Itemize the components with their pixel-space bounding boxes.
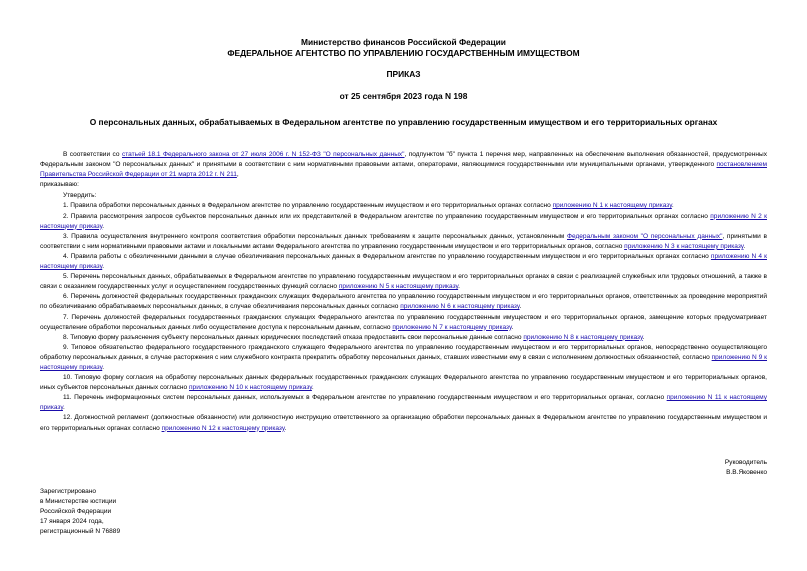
item-text: 3. Правила осуществления внутреннего контроля соответствия обработки персональных данных требованиям к защите персональных данных, установленным: [63, 232, 567, 240]
item-3: [40, 232, 767, 252]
item-tail: .: [284, 424, 287, 432]
item-tail: .: [458, 283, 460, 291]
appendix-12-link[interactable]: приложению N 12 к настоящему приказу: [161, 424, 285, 432]
resolution-211-link[interactable]: постановлением Правительства Российской Федерации от 21 марта 2012 г. N 211: [40, 161, 767, 179]
item-text: 1. Правила обработки персональных данных в Федеральном агентстве по управлению государственным имуществом и его территориальных органах согласно: [63, 202, 553, 210]
preamble-text-1: В соответствии со: [63, 151, 122, 158]
item-tail: .: [671, 202, 674, 210]
appendix-7-link[interactable]: приложению N 7 к настоящему приказу: [392, 323, 512, 331]
preamble-text-2: , подпунктом "б" пункта 1 перечня мер, направленных на обеспечение выполнения обязанностей, предусмотренных Федеральным законом "О персональных данных" и принятыми в соответствии с ним нормативными правовыми актами, операторами, являющимися государственными или муниципальными органами, утвержденного: [40, 151, 767, 169]
item-text: 2. Правила рассмотрения запросов субъектов персональных данных или их представителей в Федеральном агентстве по управлению государственным имуществом и его территориальных органах согласно: [63, 212, 711, 220]
item-1: [40, 201, 767, 211]
item-11: [40, 393, 767, 413]
item-text: 8. Типовую форму разъяснения субъекту персональных данных юридических последствий отказа предоставить свои персональные данные согласно: [63, 333, 524, 341]
item-text: 10. Типовую форму согласия на обработку персональных данных федеральных государственных гражданских служащих Федерального агентства по управлению государственным имуществом и его территориальных органов, иных субъектов персональных данных согласно: [40, 374, 767, 392]
appendix-8-link[interactable]: приложению N 8 к настоящему приказу: [523, 333, 643, 341]
appendix-9-link[interactable]: приложению N 9 к настоящему приказу: [40, 353, 768, 371]
agency-name: ФЕДЕРАЛЬНОЕ АГЕНТСТВО ПО УПРАВЛЕНИЮ ГОСУДАРСТВЕННЫМ ИМУЩЕСТВОМ: [227, 48, 580, 58]
item-9: [40, 343, 767, 373]
item-tail: .: [519, 303, 522, 311]
item-tail: .: [102, 222, 105, 230]
law-152-link[interactable]: статьей 18.1 Федерального закона от 27 июля 2006 г. N 152-ФЗ "О персональных данных": [121, 151, 405, 158]
preamble: [40, 150, 767, 180]
signature-block: [725, 458, 767, 478]
preamble-text-3: ,: [236, 171, 239, 179]
appendix-1-link[interactable]: приложению N 1 к настоящему приказу: [552, 202, 672, 210]
item-tail: .: [743, 242, 746, 250]
item-text: 7. Перечень должностей федеральных государственных гражданских служащих Федерального агентства по управлению государственным имуществом и его территориальных органов, замещение которых предусматривает осуществление обработки персональных данных либо осуществление доступа к персональным данным, согласно: [40, 313, 767, 331]
item-tail: .: [102, 263, 105, 271]
signer-role: Руководитель: [724, 459, 767, 466]
item-text: 6. Перечень должностей федеральных государственных гражданских служащих Федерального агентства по управлению государственным имуществом и его территориальных органов, ответственных за проведение мероприятий по обезличиванию обрабатываемых персональных данных, в случае обезличивания персональных данных согласно: [40, 293, 767, 311]
item-7: [40, 313, 767, 333]
registration-line: в Министерстве юстиции: [40, 498, 117, 505]
item-text-mid: , принятыми в соответствии с ним нормативными правовыми актами и локальными актами Федерального агентства по управлению государственным имуществом и его территориальных органов, согласно: [40, 232, 767, 250]
order-body: [40, 150, 767, 434]
item-tail: .: [102, 363, 105, 371]
item-5: [40, 272, 767, 292]
appendix-11-link[interactable]: приложению N 11 к настоящему приказу: [40, 394, 767, 412]
appendix-4-link[interactable]: приложению N 4 к настоящему приказу: [40, 252, 767, 271]
item-text: 4. Правила работы с обезличенными данными в случае обезличивания персональных данных в Федеральном агентстве по управлению государственным имуществом и его территориальных органах согласно: [63, 252, 711, 260]
appendix-5-link[interactable]: приложению N 5 к настоящему приказу: [338, 283, 459, 291]
item-10: [40, 373, 767, 393]
item-6: [40, 292, 767, 312]
registration-block: [40, 487, 120, 537]
ministry-name: Министерство финансов Российской Федерации: [301, 37, 506, 47]
appendix-6-link[interactable]: приложению N 6 к настоящему приказу: [400, 303, 520, 311]
registration-line: Зарегистрировано: [40, 488, 97, 495]
item-tail: .: [62, 404, 65, 412]
registration-line: 17 января 2024 года,: [40, 518, 104, 525]
item-text: 11. Перечень информационных систем персональных данных, используемых в Федеральном агентстве по управлению государственным имуществом и его территориальных органах, согласно: [63, 394, 667, 402]
item-tail: .: [311, 384, 314, 392]
doc-date: от 25 сентября 2023 года N 198: [339, 91, 468, 101]
doc-title: О персональных данных, обрабатываемых в Федеральном агентстве по управлению государственным имуществом и его территориальных органах: [89, 117, 718, 127]
item-text: 5. Перечень персональных данных, обрабатываемых в Федеральном агентстве по управлению государственным имуществом и его территориальных органах в связи с реализацией служебных или трудовых отношений, а также в связи с оказанием государственных услуг и осуществлением государственных функций согласно: [40, 273, 767, 291]
item-8: [40, 333, 767, 343]
registration-line: Российской Федерации: [40, 508, 112, 515]
appendix-3-link[interactable]: приложению N 3 к настоящему приказу: [624, 242, 744, 250]
appendix-2-link[interactable]: приложению N 2 к настоящему приказу: [40, 212, 768, 230]
appendix-10-link[interactable]: приложению N 10 к настоящему приказу: [189, 384, 312, 392]
signer-name: В.В.Яковенко: [726, 469, 767, 476]
item-text: 12. Должностной регламент (должностные обязанности) или должностную инструкцию ответственного за организацию обработки персональных данных в Федеральном агентстве по управлению государственным имуществом и его территориальных органах согласно: [40, 414, 767, 432]
law-personal-data-link[interactable]: Федеральным законом "О персональных данных": [567, 232, 723, 240]
item-tail: .: [511, 323, 514, 331]
registration-line: регистрационный N 76889: [40, 528, 121, 535]
item-tail: .: [642, 333, 645, 341]
item-12: [40, 413, 767, 433]
ordered-word: приказываю:: [40, 181, 79, 189]
item-2: [40, 212, 767, 232]
approve-word: Утвердить:: [63, 192, 97, 200]
item-4: [40, 252, 767, 272]
doc-type: ПРИКАЗ: [386, 69, 421, 79]
item-text: 9. Типовое обязательство федерального государственного гражданского служащего Федерального агентства по управлению государственным имуществом и его территориальных органов, непосредственно осуществляющего обработку персональных данных, в случае расторжения с ним служебного контракта прекратить обработку персональных данных, ставших известными ему в связи с исполнением должностных обязанностей, согласно: [40, 343, 767, 361]
